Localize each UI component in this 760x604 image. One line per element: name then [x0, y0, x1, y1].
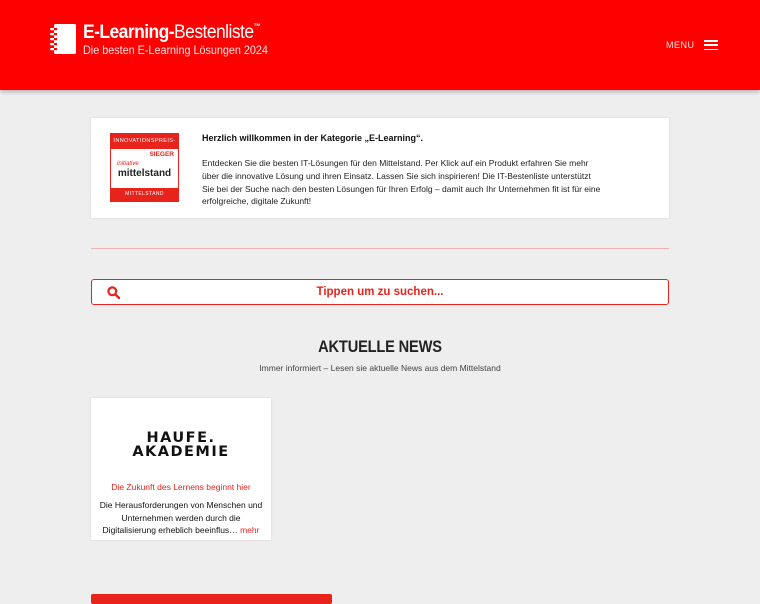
intro-card	[91, 118, 669, 218]
site-title[interactable]	[83, 22, 260, 44]
award-sieger: SIEGER	[149, 151, 174, 158]
logo-line-1: HAUFE.	[146, 430, 216, 446]
next-section-banner	[91, 594, 332, 604]
award-badge	[110, 133, 179, 202]
award-top-text: INNOVATIONSPREIS-IT	[111, 134, 178, 149]
site-tagline: Die besten E-Learning Lösungen 2024	[83, 43, 268, 57]
read-more-link[interactable]: mehr	[240, 525, 260, 535]
news-heading: AKTUELLE NEWS	[318, 337, 442, 356]
intro-text: Entdecken Sie die besten IT-Lösungen für den Mittelstand. Per Klick auf ein Produkt erfahren Sie mehr über die innovative Lösung und ihren Einsatz. Lassen Sie sich inspirieren! Die IT-Bestenliste unterstützt Sie bei der Suche nach den besten Lösungen für Ihren Erfolg – damit auch Ihr Unternehmen fit ist für eine erfolgreiche, digitale Zukunft!	[202, 158, 601, 207]
news-card-title[interactable]: Die Zukunft des Lernens beginnt hier	[111, 482, 251, 492]
notebook-icon[interactable]	[50, 24, 76, 54]
trademark-mark: ™	[253, 22, 261, 31]
site-header	[0, 0, 760, 90]
hamburger-icon	[704, 40, 718, 50]
site-title-bold: E-Learning-	[83, 22, 175, 43]
search-bar[interactable]	[91, 279, 669, 305]
award-bottom-text: MITTELSTAND	[111, 188, 178, 201]
menu-button[interactable]	[666, 38, 718, 52]
award-brand-small: initiative	[117, 161, 139, 167]
news-card-excerpt-text: Die Herausforderungen von Menschen und Unternehmen werden durch die Digitalisierung erheblich beeinflus…	[99, 500, 263, 535]
divider	[91, 248, 669, 249]
intro-heading: Herzlich willkommen in der Kategorie „E-Learning“.	[202, 133, 424, 143]
news-subheading: Immer informiert – Lesen sie aktuelle News aus dem Mittelstand	[259, 363, 501, 373]
menu-label: MENU	[666, 40, 695, 50]
search-input[interactable]: Tippen um zu suchen...	[316, 286, 444, 298]
logo-line-2: AKADEMIE	[132, 444, 230, 460]
site-title-light: Bestenliste	[174, 22, 254, 43]
news-card-excerpt	[99, 499, 263, 537]
news-card-logo	[91, 432, 271, 459]
news-card[interactable]	[91, 398, 271, 540]
award-brand-name: mittelstand	[117, 168, 172, 179]
